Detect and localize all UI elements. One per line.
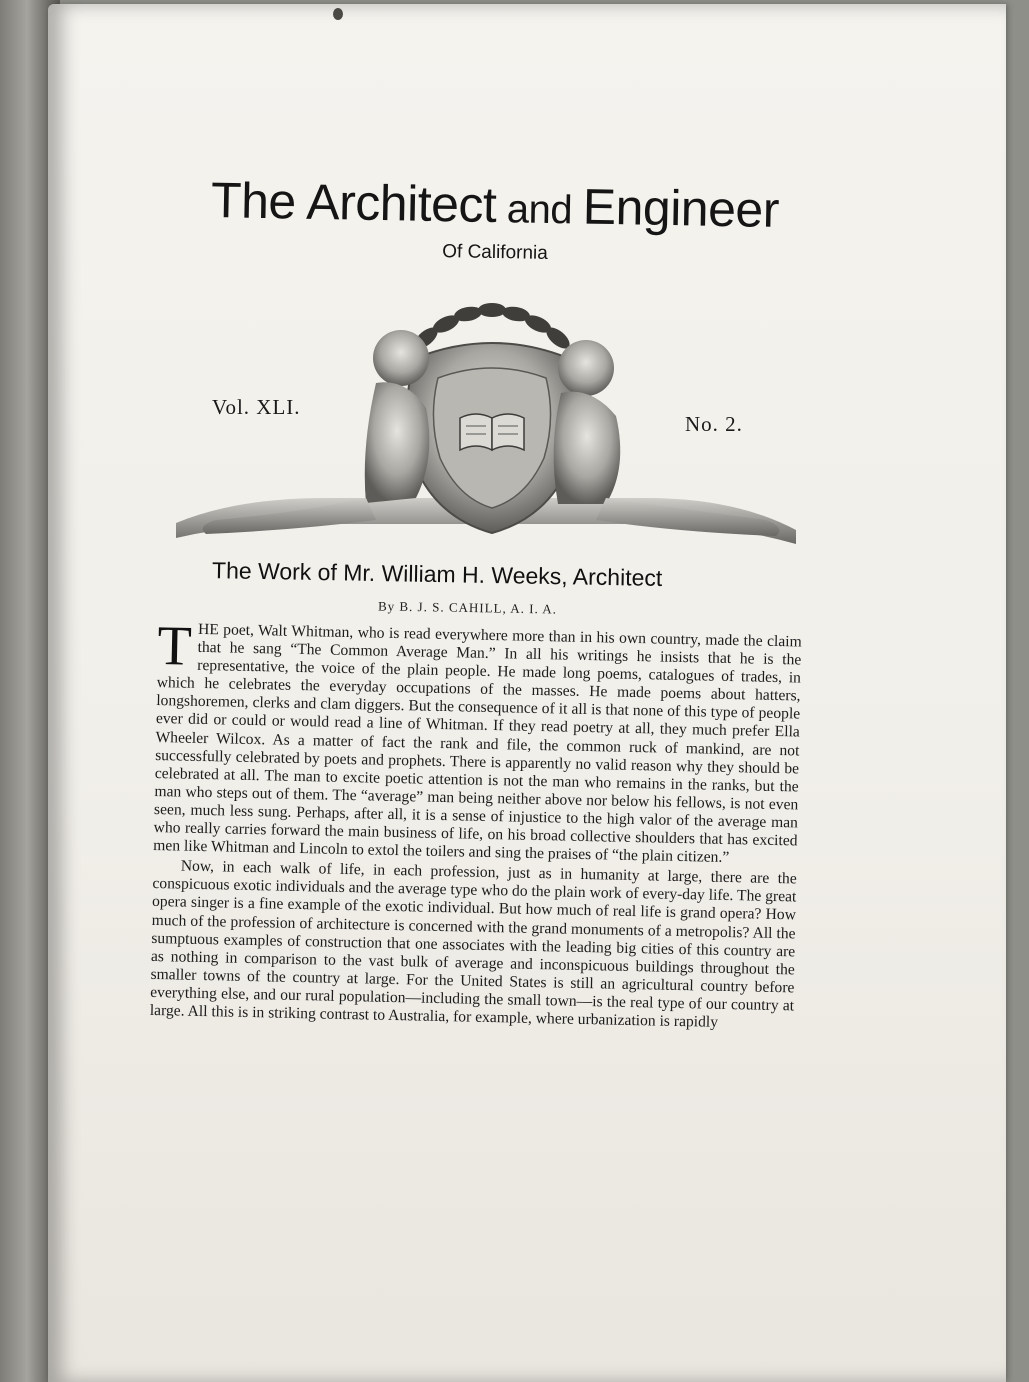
punch-hole — [333, 8, 343, 20]
article-byline: By B. J. S. CAHILL, A. I. A. — [377, 598, 558, 617]
title-main: The Architect — [210, 172, 497, 234]
article-title: The Work of Mr. William H. Weeks, Architect — [211, 557, 663, 591]
paragraph-2: Now, in each walk of life, in each profession, just as in humanity at large, there are the conspicuous exotic individuals and the average type who do the plain work of every-day life. The great opera singer is a fine example of the exotic individual. But how much of real life is grand opera? How much of the profession of architecture is concerned with the grand monuments of a metropolis? All the sumptuous examples of construction that one associates with the leading big cities of this country are as nothing in comparison to the vast bulk of average and inconspicuous buildings throughout the smaller towns of the country at large. For the United States is still an agricultural country before everything else, and our rural population—including the small town—is the real type of our country at large. All this is in striking contrast to Australia, for example, where urbanization is rapidly — [149, 857, 797, 1031]
paragraph-1 — [153, 615, 802, 869]
cherubs-shield-book-ornament-icon — [176, 298, 796, 560]
paragraph-1-text: HE poet, Walt Whitman, who is read everywhere more than in his own country, made the claim that he sang “The Common Average Man.” In all his writings he insists that he is the representative, the voice of the plain people. He made long poems, catalogues of trades, in which he celebrates the everyday occupations of the masses. He made poems about hatters, longshoremen, clerks and clam diggers. But the consequence of it all is that none of this type of people ever did or could or would read a line of Whitman. If they read poetry at all, they much prefer Ella Wheeler Wilcox. As a matter of fact the rank and file, the common ruck of mankind, are not successfully celebrated by poets and prophets. There is apparently no valid reason why they should be celebrated at all. The man to excite poetic attention is not the man who remains in the ranks, but the man who steps out of them. The “average” man being neither above nor below his fellows, is not even seen, much less sung. Perhaps, after all, it is a sense of injustice to the high valor of the average man who really carries forward the main business of life, on his broad collective shoulders that has excited men like Whitman and Lincoln to extol the toilers and sing the praises of “the plain citizen.” — [153, 620, 802, 867]
title-end: Engineer — [582, 178, 780, 238]
masthead — [190, 172, 800, 264]
volume-label: Vol. XLI. — [212, 395, 301, 419]
masthead-title — [190, 172, 801, 238]
masthead-subtitle: Of California — [442, 241, 548, 264]
drop-cap: T — [156, 615, 193, 678]
title-joiner: and — [495, 187, 584, 233]
article-body — [149, 615, 802, 1033]
issue-number: No. 2. — [685, 412, 743, 436]
